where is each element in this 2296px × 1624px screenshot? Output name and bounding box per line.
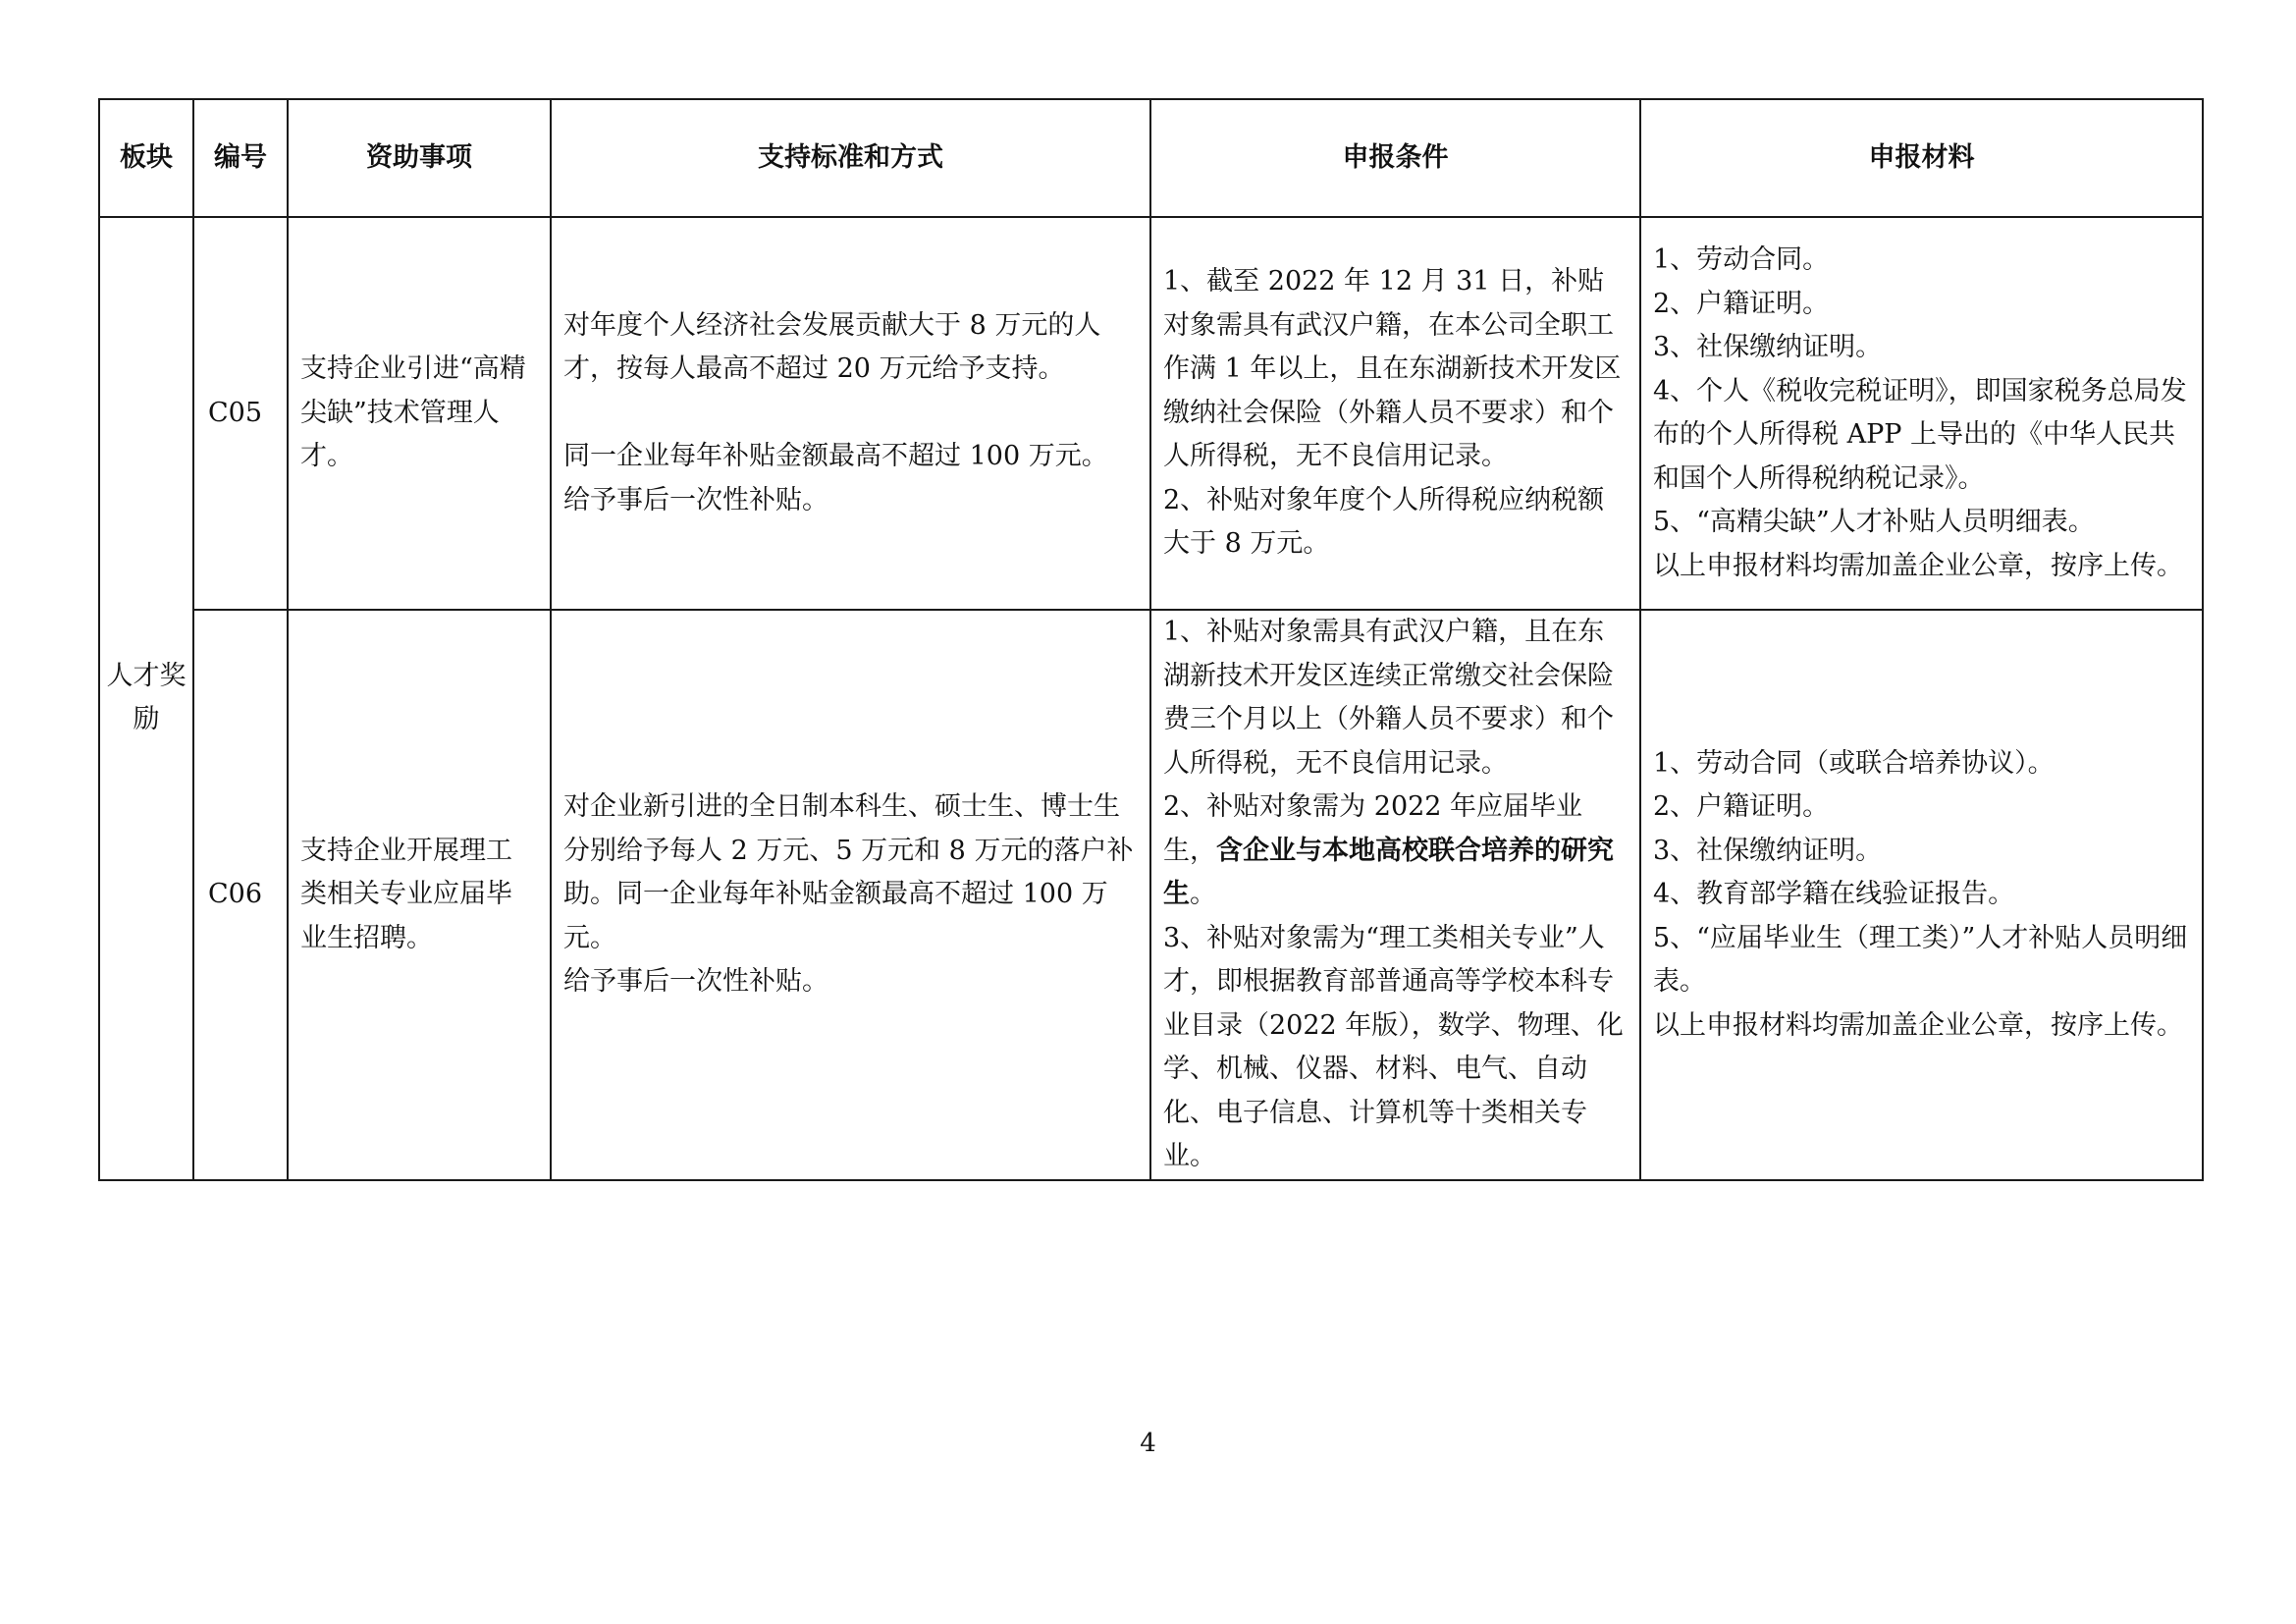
header-item: 资助事项 [288, 99, 551, 217]
header-code: 编号 [193, 99, 288, 217]
material-item: 4、教育部学籍在线验证报告。 [1653, 879, 2015, 909]
table-row [99, 610, 2203, 1180]
conditions-cell [1150, 610, 1640, 1180]
standard-cell [551, 217, 1150, 610]
code-cell: C05 [193, 217, 288, 610]
material-item: 3、社保缴纳证明。 [1653, 332, 1883, 362]
materials-cell [1640, 217, 2203, 610]
standard-cell [551, 610, 1150, 1180]
standard-paragraph: 对年度个人经济社会发展贡献大于 8 万元的人才，按每人最高不超过 20 万元给予支持。 [563, 309, 1101, 385]
section-cell: 人才奖励 [99, 217, 193, 1180]
condition-item: 2、补贴对象年度个人所得税应纳税额大于 8 万元。 [1163, 484, 1605, 560]
material-item: 1、劳动合同（或联合培养协议）。 [1653, 747, 2055, 779]
material-item: 5、“高精尖缺”人才补贴人员明细表。 [1653, 507, 2095, 537]
code-cell: C06 [193, 610, 288, 1180]
material-item: 以上申报材料均需加盖企业公章，按序上传。 [1653, 550, 2183, 581]
table-header-row [99, 99, 2203, 217]
material-item: 1、劳动合同。 [1653, 244, 1830, 275]
material-item: 5、“应届毕业生（理工类）”人才补贴人员明细表。 [1653, 922, 2188, 997]
page-number: 4 [1140, 1429, 1156, 1458]
standard-paragraph: 给予事后一次性补贴。 [563, 966, 828, 997]
policy-table [98, 98, 2204, 1181]
table-row [99, 217, 2203, 610]
header-conditions: 申报条件 [1150, 99, 1640, 217]
item-cell: 支持企业引进“高精尖缺”技术管理人才。 [288, 217, 551, 610]
material-item: 以上申报材料均需加盖企业公章，按序上传。 [1653, 1009, 2183, 1041]
header-section: 板块 [99, 99, 193, 217]
condition-highlight: 含企业与本地高校联合培养的研究生 [1163, 835, 1614, 909]
material-item: 2、户籍证明。 [1653, 288, 1830, 319]
materials-cell [1640, 610, 2203, 1180]
condition-item: 2、补贴对象需为 2022 年应届毕业生，含企业与本地高校联合培养的研究生。 [1163, 791, 1614, 909]
header-standard: 支持标准和方式 [551, 99, 1150, 217]
standard-paragraph: 对企业新引进的全日制本科生、硕士生、博士生分别给予每人 2 万元、5 万元和 8 万元的落户补助。同一企业每年补贴金额最高不超过 100 万元。 [563, 791, 1134, 953]
conditions-cell [1150, 217, 1640, 610]
material-item: 2、户籍证明。 [1653, 791, 1830, 822]
material-item: 3、社保缴纳证明。 [1653, 835, 1883, 866]
standard-paragraph: 给予事后一次性补贴。 [563, 484, 828, 515]
condition-item: 1、补贴对象需具有武汉户籍，且在东湖新技术开发区连续正常缴交社会保险费三个月以上（外籍人员不要求）和个人所得税，无不良信用记录。 [1163, 617, 1614, 779]
condition-item: 3、补贴对象需为“理工类相关专业”人才，即根据教育部普通高等学校本科专业目录（2022 年版），数学、物理、化学、机械、仪器、材料、电气、自动化、电子信息、计算机等十类相关专业。 [1163, 922, 1624, 1171]
header-materials: 申报材料 [1640, 99, 2203, 217]
material-item: 4、个人《税收完税证明》，即国家税务总局发布的个人所得税 APP 上导出的《中华人民共和国个人所得税纳税记录》。 [1653, 375, 2187, 494]
condition-item: 1、截至 2022 年 12 月 31 日，补贴对象需具有武汉户籍，在本公司全职工作满 1 年以上，且在东湖新技术开发区缴纳社会保险（外籍人员不要求）和个人所得税，无不良信用记录。 [1163, 266, 1622, 472]
item-cell: 支持企业开展理工类相关专业应届毕业生招聘。 [288, 610, 551, 1180]
standard-paragraph: 同一企业每年补贴金额最高不超过 100 万元。 [563, 441, 1108, 472]
